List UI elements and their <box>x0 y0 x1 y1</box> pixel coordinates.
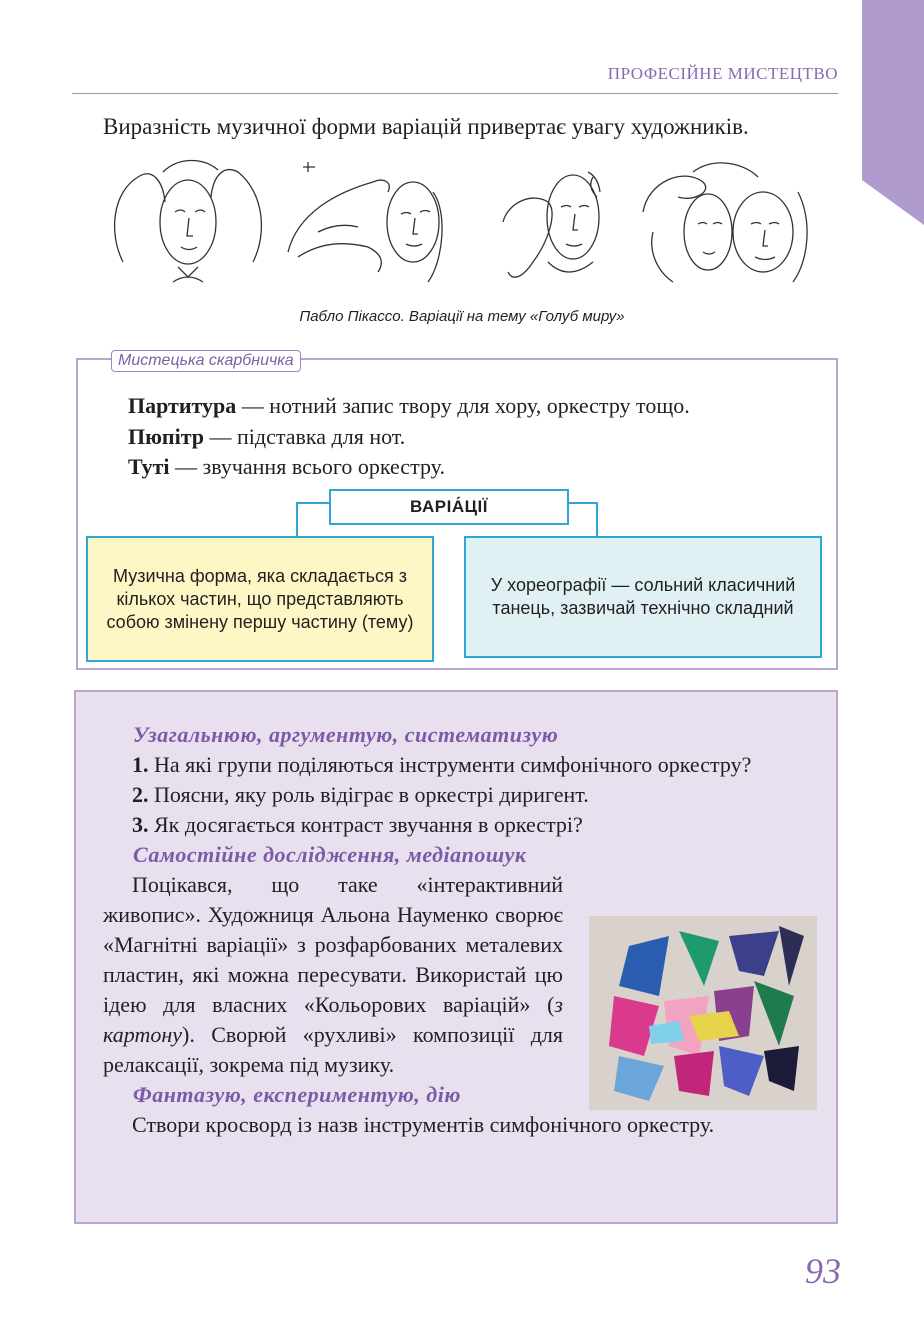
term: Пюпітр <box>128 423 205 449</box>
glossary-entry <box>128 452 690 483</box>
definition-choreography-text: У хореографії — сольний класичний танець, зазвичай технічно складний <box>490 575 796 618</box>
term-definition: — звучання всього оркестру. <box>169 454 445 479</box>
treasury-label: Мистецька скарбничка <box>111 350 301 372</box>
glossary-entry <box>128 422 690 453</box>
question-number: 1. <box>132 752 149 777</box>
diagram-title: ВАРІА́ЦІЇ <box>329 489 569 525</box>
magnetic-variations-artwork <box>589 916 817 1110</box>
drawing-4 <box>643 163 807 282</box>
research-paragraph <box>103 870 563 1080</box>
section-heading: Узагальнюю, аргументую, систематизую <box>133 722 559 747</box>
question-item <box>103 750 808 780</box>
question-number: 2. <box>132 782 149 807</box>
term: Туті <box>128 454 170 479</box>
intro-sentence: Виразність музичної форми варіацій привертає увагу художників. <box>103 114 749 139</box>
research-text-italic: з картону <box>103 992 563 1047</box>
drawing-2 <box>288 162 442 282</box>
definition-music-text: Музична форма, яка складається з кількох частин, що представляють собою змінену першу частину (тему) <box>106 565 414 632</box>
task-text: Створи кросворд із назв інструментів симфонічного оркестру. <box>132 1112 715 1137</box>
term-definition: — підставка для нот. <box>204 423 406 449</box>
term-definition: — нотний запис твору для хору, оркестру тощо. <box>236 393 690 418</box>
page-number: 93 <box>805 1251 841 1291</box>
term: Партитура <box>128 393 237 418</box>
research-text: Поцікався, що таке «інтерактивний живопис». Художниця Альона Науменко сворює «Магнітні варіації» з розфарбованих металевих пластин, які можна пересувати. Використай цю ідею для власних «Кольорових варіацій» ( <box>103 872 563 1017</box>
running-header: ПРОФЕСІЙНЕ МИСТЕЦТВО <box>607 64 838 83</box>
drawing-3 <box>503 172 600 277</box>
research-text: ). Сворюй «рухливі» композиції для релаксації, зокрема під музику. <box>103 1022 563 1077</box>
definition-choreography <box>464 536 822 658</box>
question-item <box>103 780 808 810</box>
figure-caption: Пабло Пікассо. Варіації на тему «Голуб миру» <box>299 308 625 325</box>
section-heading: Самостійне дослідження, медіапошук <box>133 842 527 867</box>
header-divider <box>72 93 838 94</box>
glossary <box>128 391 690 483</box>
question-item <box>103 810 808 840</box>
question-text: На які групи поділяються інструменти симфонічного оркестру? <box>148 752 752 777</box>
section-heading: Фантазую, експериментую, дію <box>133 1082 461 1107</box>
glossary-entry <box>128 391 690 422</box>
section-tab <box>862 0 924 225</box>
question-text: Як досягається контраст звучання в оркестрі? <box>148 812 583 837</box>
picasso-dove-drawings <box>103 152 809 292</box>
question-text: Поясни, яку роль відіграє в оркестрі диригент. <box>148 782 589 807</box>
definition-music <box>86 536 434 662</box>
drawing-1 <box>115 160 262 282</box>
question-number: 3. <box>132 812 149 837</box>
